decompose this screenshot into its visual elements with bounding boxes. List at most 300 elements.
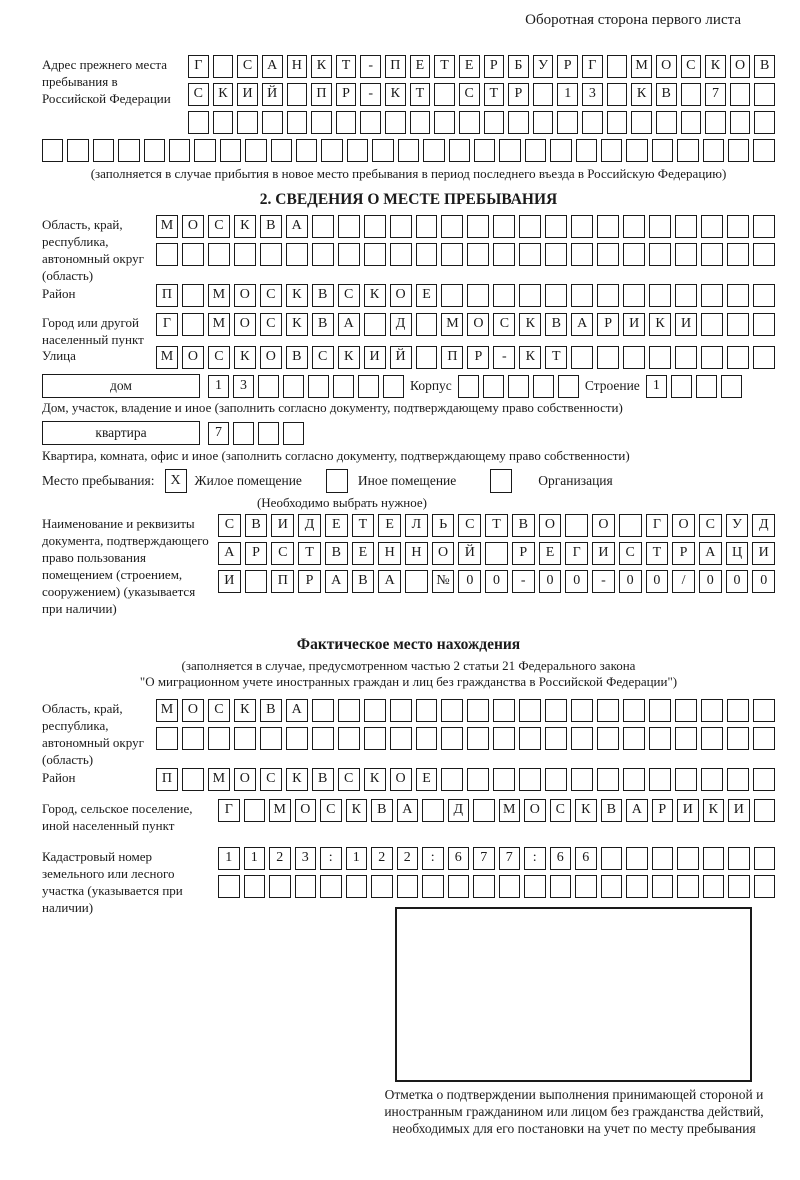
stay-option-residential-label: Жилое помещение <box>194 473 302 488</box>
char-box: 0 <box>646 570 669 593</box>
char-box <box>234 243 256 266</box>
char-box <box>364 215 386 238</box>
char-box: М <box>208 313 230 336</box>
korpus-label: Корпус <box>410 378 452 393</box>
char-box: И <box>728 799 750 822</box>
char-box <box>311 111 332 134</box>
char-box: С <box>208 699 230 722</box>
actual-city-row <box>218 799 775 822</box>
char-box <box>245 139 266 162</box>
cadastre-row-2 <box>218 875 775 898</box>
prev-address-row-2 <box>188 83 775 106</box>
char-box <box>244 875 266 898</box>
char-box: Г <box>565 542 588 565</box>
char-box: - <box>512 570 535 593</box>
char-box <box>557 111 578 134</box>
char-box <box>597 346 619 369</box>
char-box <box>730 111 751 134</box>
char-box <box>416 313 438 336</box>
char-box: О <box>592 514 615 537</box>
char-box <box>575 875 597 898</box>
char-box <box>467 768 489 791</box>
char-box <box>467 727 489 750</box>
char-box <box>416 243 438 266</box>
char-box: - <box>592 570 615 593</box>
char-box <box>550 875 572 898</box>
char-box <box>601 847 623 870</box>
char-box: П <box>311 83 332 106</box>
char-box <box>508 375 529 398</box>
char-box <box>338 699 360 722</box>
char-box <box>416 346 438 369</box>
char-box <box>701 284 723 307</box>
char-box: Н <box>287 55 308 78</box>
char-box: Е <box>459 55 480 78</box>
char-box <box>336 111 357 134</box>
char-box <box>753 346 775 369</box>
char-box: 7 <box>473 847 495 870</box>
char-box: Т <box>434 55 455 78</box>
char-box: О <box>182 215 204 238</box>
char-box <box>286 243 308 266</box>
char-box: М <box>499 799 521 822</box>
char-box <box>321 139 342 162</box>
char-box <box>360 111 381 134</box>
char-box <box>623 727 645 750</box>
char-box: К <box>286 313 308 336</box>
char-box: 7 <box>705 83 726 106</box>
char-box <box>364 313 386 336</box>
char-box <box>675 243 697 266</box>
char-box <box>372 139 393 162</box>
char-box: К <box>519 313 541 336</box>
prev-address-row-3 <box>188 111 775 134</box>
char-box: 0 <box>565 570 588 593</box>
char-box: : <box>422 847 444 870</box>
char-box <box>346 875 368 898</box>
char-box: 2 <box>371 847 393 870</box>
char-box <box>701 727 723 750</box>
char-box <box>519 768 541 791</box>
char-box <box>681 83 702 106</box>
char-box: С <box>260 768 282 791</box>
char-box: О <box>672 514 695 537</box>
char-box <box>441 243 463 266</box>
char-box <box>597 284 619 307</box>
char-box <box>347 139 368 162</box>
char-box <box>422 799 444 822</box>
house-note: Дом, участок, владение и иное (заполнить согласно документу, подтверждающему право собственности) <box>42 400 623 415</box>
city-row <box>156 313 775 336</box>
char-box <box>565 514 588 537</box>
prev-address-row-1 <box>188 55 775 78</box>
char-box: А <box>397 799 419 822</box>
char-box <box>754 847 776 870</box>
char-box: 1 <box>218 847 240 870</box>
char-box <box>675 727 697 750</box>
char-box <box>533 111 554 134</box>
char-box: 0 <box>539 570 562 593</box>
char-box <box>649 346 671 369</box>
char-box <box>383 375 404 398</box>
stay-note: (Необходимо выбрать нужное) <box>256 495 428 510</box>
char-box <box>623 699 645 722</box>
char-box: В <box>352 570 375 593</box>
char-box: 0 <box>752 570 775 593</box>
char-box <box>458 375 479 398</box>
char-box: Т <box>352 514 375 537</box>
char-box <box>623 243 645 266</box>
char-box <box>701 346 723 369</box>
stay-checkbox-residential: X <box>165 469 187 493</box>
char-box <box>754 799 776 822</box>
char-box: Н <box>378 542 401 565</box>
char-box: А <box>262 55 283 78</box>
char-box: Й <box>390 346 412 369</box>
char-box: Е <box>416 284 438 307</box>
char-box: А <box>571 313 593 336</box>
char-box: П <box>271 570 294 593</box>
char-box: И <box>675 313 697 336</box>
char-box: М <box>208 768 230 791</box>
char-box <box>493 727 515 750</box>
char-box <box>582 111 603 134</box>
char-box: К <box>705 55 726 78</box>
char-box <box>364 699 386 722</box>
char-box <box>597 243 619 266</box>
char-box <box>385 111 406 134</box>
stamp-caption: Отметка о подтверждении выполнения принимающей стороной и иностранным гражданином или лицом без гражданства действий, необходимых для его постановки на учет по месту пребывания <box>384 1087 764 1136</box>
char-box <box>390 243 412 266</box>
char-box <box>727 727 749 750</box>
char-box <box>287 83 308 106</box>
char-box <box>422 875 444 898</box>
char-box <box>519 284 541 307</box>
char-box <box>753 215 775 238</box>
char-box <box>467 243 489 266</box>
char-box: В <box>512 514 535 537</box>
char-box: Р <box>336 83 357 106</box>
char-box <box>753 313 775 336</box>
char-box: О <box>182 699 204 722</box>
char-box: О <box>432 542 455 565</box>
char-box <box>703 847 725 870</box>
char-box <box>333 375 354 398</box>
char-box <box>754 875 776 898</box>
char-box <box>675 215 697 238</box>
char-box: С <box>699 514 722 537</box>
char-box <box>390 699 412 722</box>
char-box <box>728 875 750 898</box>
char-box <box>519 215 541 238</box>
char-box <box>423 139 444 162</box>
char-box <box>169 139 190 162</box>
char-box <box>533 375 554 398</box>
char-box <box>233 422 254 445</box>
char-box: О <box>234 768 256 791</box>
char-box <box>649 727 671 750</box>
stay-checkbox-other <box>326 469 348 493</box>
char-box <box>312 215 334 238</box>
actual-location-title: Фактическое место нахождения <box>296 636 521 653</box>
char-box: А <box>338 313 360 336</box>
char-box <box>308 375 329 398</box>
char-box <box>441 215 463 238</box>
char-box <box>649 215 671 238</box>
char-box <box>519 727 541 750</box>
char-box <box>623 215 645 238</box>
char-box <box>701 313 723 336</box>
char-box: Т <box>485 514 508 537</box>
char-box <box>545 243 567 266</box>
char-box: 7 <box>208 422 229 445</box>
char-box: Е <box>539 542 562 565</box>
char-box: Б <box>508 55 529 78</box>
apartment-row <box>42 421 775 445</box>
char-box <box>156 727 178 750</box>
char-box: Р <box>597 313 619 336</box>
house-number-cells <box>208 375 404 398</box>
char-box: С <box>338 768 360 791</box>
char-box: 1 <box>557 83 578 106</box>
char-box <box>320 875 342 898</box>
char-box <box>312 727 334 750</box>
char-box <box>234 727 256 750</box>
char-box: Г <box>582 55 603 78</box>
stay-type-row <box>42 469 775 493</box>
street-field: Улица М О С К О В С К И Й П Р - К Т <box>42 346 775 369</box>
char-box: В <box>545 313 567 336</box>
char-box <box>753 727 775 750</box>
char-box <box>296 139 317 162</box>
char-box <box>677 847 699 870</box>
char-box <box>286 727 308 750</box>
char-box: М <box>269 799 291 822</box>
char-box: О <box>467 313 489 336</box>
char-box: В <box>601 799 623 822</box>
char-box: Е <box>410 55 431 78</box>
char-box: С <box>493 313 515 336</box>
char-box: И <box>752 542 775 565</box>
char-box: 1 <box>646 375 667 398</box>
char-box <box>67 139 88 162</box>
char-box <box>675 768 697 791</box>
document-row-1 <box>218 514 775 537</box>
char-box <box>338 243 360 266</box>
char-box: С <box>459 83 480 106</box>
char-box: Д <box>390 313 412 336</box>
char-box <box>607 55 628 78</box>
char-box: 1 <box>208 375 229 398</box>
char-box: 0 <box>458 570 481 593</box>
char-box: Р <box>672 542 695 565</box>
char-box <box>416 215 438 238</box>
char-box: А <box>378 570 401 593</box>
char-box <box>607 111 628 134</box>
char-box <box>623 346 645 369</box>
char-box: Н <box>405 542 428 565</box>
actual-district-field: Район П М О С К В С К О Е <box>42 768 775 791</box>
char-box: С <box>260 284 282 307</box>
char-box: 7 <box>499 847 521 870</box>
char-box <box>619 514 642 537</box>
char-box <box>485 542 508 565</box>
char-box <box>144 139 165 162</box>
prev-address-field: Адрес прежнего места пребывания в Российской Федерации Г С А Н К Т - П Е Т Е Р Б У Р Г М О С К О В С К И Й П Р - К Т С Т Р 1 3 К В 7 <box>42 55 775 134</box>
char-box <box>705 111 726 134</box>
char-box: Т <box>298 542 321 565</box>
char-box: Г <box>218 799 240 822</box>
char-box <box>390 727 412 750</box>
char-box: 2 <box>397 847 419 870</box>
apartment-note: Квартира, комната, офис и иное (заполнить согласно документу, подтверждающему право собственности) <box>42 448 630 463</box>
char-box <box>398 139 419 162</box>
char-box: К <box>234 346 256 369</box>
char-box <box>473 875 495 898</box>
page-side-note: Оборотная сторона первого листа <box>525 12 741 28</box>
char-box: О <box>390 284 412 307</box>
char-box <box>483 375 504 398</box>
char-box: П <box>156 768 178 791</box>
actual-city-field: Город, сельское поселение, иной населенный пункт Г М О С К В А Д М О С К В А Р И К И <box>42 799 775 822</box>
char-box: О <box>390 768 412 791</box>
char-box <box>441 699 463 722</box>
region-row-1 <box>156 215 775 238</box>
char-box: № <box>432 570 455 593</box>
char-box <box>208 727 230 750</box>
char-box <box>258 422 279 445</box>
char-box <box>188 111 209 134</box>
char-box: В <box>371 799 393 822</box>
char-box: Г <box>646 514 669 537</box>
char-box: 6 <box>448 847 470 870</box>
char-box: Е <box>352 542 375 565</box>
char-box <box>213 55 234 78</box>
street-row <box>156 346 775 369</box>
section2-title: 2. СВЕДЕНИЯ О МЕСТЕ ПРЕБЫВАНИЯ <box>259 191 558 208</box>
char-box <box>727 284 749 307</box>
char-box <box>484 111 505 134</box>
char-box: М <box>208 284 230 307</box>
char-box <box>671 375 692 398</box>
char-box: : <box>320 847 342 870</box>
char-box: К <box>631 83 652 106</box>
char-box <box>571 243 593 266</box>
char-box: А <box>626 799 648 822</box>
char-box: К <box>286 768 308 791</box>
stroenie-cells <box>646 375 742 398</box>
district-row <box>156 284 775 307</box>
char-box: 3 <box>233 375 254 398</box>
char-box <box>727 346 749 369</box>
char-box <box>434 111 455 134</box>
char-box: О <box>295 799 317 822</box>
char-box <box>701 768 723 791</box>
char-box: С <box>458 514 481 537</box>
char-box <box>533 83 554 106</box>
char-box <box>753 699 775 722</box>
char-box: Д <box>752 514 775 537</box>
char-box <box>182 284 204 307</box>
char-box: Р <box>508 83 529 106</box>
char-box: 3 <box>295 847 317 870</box>
char-box: О <box>656 55 677 78</box>
char-box: В <box>754 55 775 78</box>
char-box: С <box>312 346 334 369</box>
char-box: О <box>524 799 546 822</box>
char-box: С <box>260 313 282 336</box>
char-box <box>283 375 304 398</box>
char-box: : <box>524 847 546 870</box>
char-box <box>571 215 593 238</box>
char-box: В <box>656 83 677 106</box>
char-box <box>467 215 489 238</box>
char-box: У <box>726 514 749 537</box>
document-row-2 <box>218 542 775 565</box>
char-box <box>677 875 699 898</box>
char-box <box>194 139 215 162</box>
char-box <box>182 727 204 750</box>
char-box: С <box>208 215 230 238</box>
char-box <box>338 215 360 238</box>
char-box: Р <box>512 542 535 565</box>
char-box <box>730 83 751 106</box>
char-box <box>287 111 308 134</box>
char-box <box>467 699 489 722</box>
char-box: К <box>575 799 597 822</box>
char-box <box>649 243 671 266</box>
char-box <box>499 875 521 898</box>
stay-option-other-label: Иное помещение <box>357 473 457 488</box>
char-box: О <box>260 346 282 369</box>
char-box: К <box>286 284 308 307</box>
char-box: С <box>218 514 241 537</box>
char-box <box>312 243 334 266</box>
char-box <box>623 768 645 791</box>
char-box <box>626 139 647 162</box>
char-box: А <box>286 215 308 238</box>
char-box <box>410 111 431 134</box>
char-box <box>295 875 317 898</box>
char-box: С <box>271 542 294 565</box>
char-box: О <box>234 313 256 336</box>
char-box: В <box>312 284 334 307</box>
char-box <box>753 768 775 791</box>
char-box <box>118 139 139 162</box>
char-box <box>493 768 515 791</box>
district-field: Район П М О С К В С К О Е <box>42 284 775 307</box>
char-box: 1 <box>346 847 368 870</box>
char-box <box>493 215 515 238</box>
char-box <box>753 284 775 307</box>
char-box <box>675 699 697 722</box>
char-box: А <box>325 570 348 593</box>
char-box <box>597 215 619 238</box>
char-box <box>753 139 774 162</box>
char-box: 0 <box>726 570 749 593</box>
char-box: А <box>218 542 241 565</box>
house-type-box: дом <box>42 374 200 398</box>
char-box <box>519 699 541 722</box>
actual-location-note-2: "О миграционном учете иностранных граждан и лиц без гражданства в Российской Федерации") <box>139 674 678 689</box>
char-box: Р <box>467 346 489 369</box>
char-box <box>571 699 593 722</box>
char-box: 6 <box>575 847 597 870</box>
char-box: С <box>188 83 209 106</box>
char-box <box>754 83 775 106</box>
char-box <box>701 215 723 238</box>
char-box <box>358 375 379 398</box>
